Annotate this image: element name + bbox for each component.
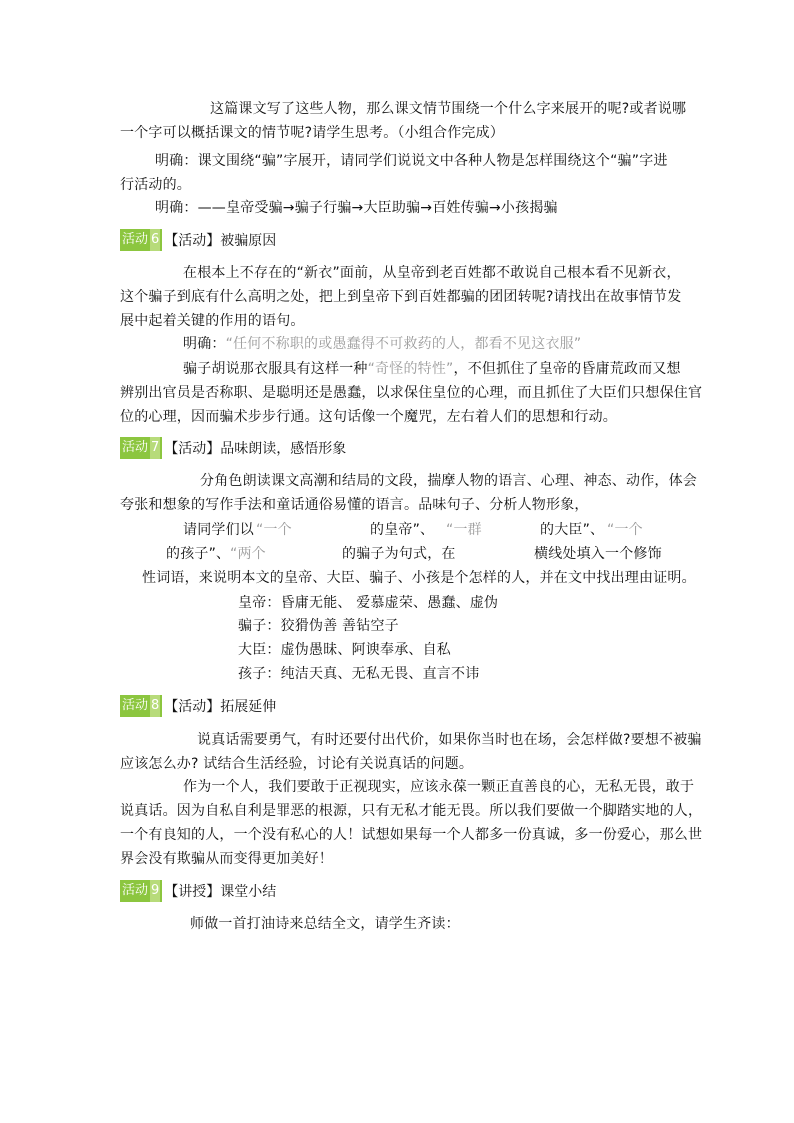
activity-7-p2-e: 的大臣”、 (540, 522, 605, 538)
activity-7-p2-a: 请同学们以 (183, 522, 254, 538)
activity-6-badge (120, 229, 162, 251)
activity-7-p2-d: “一群 (446, 522, 482, 538)
intro-paragraph-1-line-2: 一个字可以概括课文的情节呢?请学生思考。（小组合作完成） (120, 125, 505, 141)
activity-8-badge-label: 活动 (122, 698, 149, 713)
activity-8-paragraph-2-line-1: 作为一个人，我们要敢于正视现实，应该永葆一颗正直善良的心，无私无畏，敢于 (183, 779, 695, 795)
role-emperor: 皇帝：昏庸无能、 爱慕虚荣、愚蠢、虚伪 (238, 595, 499, 611)
activity-7-p3-c: 的骗子为句式，在 (342, 546, 456, 562)
activity-6-paragraph-2-text-a: 骗子胡说那衣服具有这样一种 (183, 361, 368, 377)
activity-8-paragraph-2-line-3: 一个有良知的人，一个没有私心的人！试想如果每一个人都多一份真诚，多一份爱心，那么世 (120, 827, 703, 843)
activity-7-title: 【活动】品味朗读，感悟形象 (164, 441, 347, 457)
role-swindler: 骗子：狡猾伪善 善钻空子 (238, 618, 399, 634)
activity-7-number: 7 (150, 437, 160, 459)
role-child: 孩子：纯洁天真、无私无畏、直言不讳 (238, 666, 480, 682)
activity-6-paragraph-2-line-1 (183, 358, 681, 380)
activity-6-paragraph-2-text-c: ，不但抓住了皇帝的昏庸荒政而又想 (453, 361, 681, 377)
activity-6-number: 6 (150, 229, 160, 251)
activity-8-badge (120, 695, 162, 717)
activity-6-paragraph-1-line-1: 在根本上不存在的“新衣”面前，从皇帝到老百姓都不敢说自己根本看不见新衣， (183, 265, 681, 281)
activity-7-badge (120, 437, 162, 459)
activity-9-badge-label: 活动 (122, 883, 149, 898)
activity-9-number: 9 (150, 880, 160, 902)
activity-7-p3-a: 的孩子”、 (166, 546, 231, 562)
activity-8-number: 8 (150, 695, 160, 717)
activity-8-title: 【活动】拓展延伸 (164, 699, 277, 715)
activity-9-title: 【讲授】课堂小结 (164, 884, 277, 900)
intro-paragraph-2-line-1: 明确：课文围绕“骗”字展开，请同学们说说文中各种人物是怎样围绕这个“骗”字进 (155, 153, 668, 169)
intro-paragraph-2-line-2: 行活动的。 (120, 177, 191, 193)
activity-6-title: 【活动】被骗原因 (164, 233, 277, 249)
activity-6-paragraph-2-quote: “奇怪的特性” (367, 361, 454, 377)
activity-7-p2-b: “一个 (256, 522, 292, 538)
activity-6-paragraph-1-line-2: 这个骗子到底有什么高明之处，把上到皇帝下到百姓都骗的团团转呢?请找出在故事情节发 (120, 289, 682, 305)
activity-9-badge (120, 880, 162, 902)
activity-7-p2-c: 的皇帝”、 (370, 522, 435, 538)
activity-7-p2-f: “一个 (607, 522, 643, 538)
activity-7-paragraph-1-line-2: 夸张和想象的写作手法和童话通俗易懂的语言。品味句子、分析人物形象， (120, 497, 589, 513)
activity-8-paragraph-1-line-2: 应该怎么办? 试结合生活经验，讨论有关说真话的问题。 (120, 756, 474, 772)
intro-paragraph-1-line-1: 这篇课文写了这些人物，那么课文情节围绕一个什么字来展开的呢?或者说哪 (210, 101, 687, 117)
activity-6-badge-label: 活动 (122, 232, 149, 247)
activity-8-paragraph-2-line-4: 界会没有欺骗从而变得更加美好！ (120, 851, 333, 867)
activity-7-header (120, 437, 346, 459)
activity-8-paragraph-1-line-1: 说真话需要勇气，有时还要付出代价，如果你当时也在场，会怎样做?要想不被骗 (197, 732, 702, 748)
activity-6-paragraph-2-line-3: 位的心理，因而骗术步步行通。这句话像一个魔咒，左右着人们的思想和行动。 (120, 409, 617, 425)
activity-7-p3-b: “两个 (230, 546, 266, 562)
intro-paragraph-3: 明确：——皇帝受骗→骗子行骗→大臣助骗→百姓传骗→小孩揭骗 (155, 200, 558, 216)
activity-6-answer (183, 333, 581, 355)
activity-9-header (120, 880, 276, 902)
activity-6-answer-quote: “任何不称职的或愚蠢得不可救药的人，都看不见这衣服” (225, 336, 582, 352)
activity-7-p3-d: 横线处填入一个修饰 (534, 546, 662, 562)
activity-9-paragraph-1: 师做一首打油诗来总结全文，请学生齐读： (190, 916, 460, 932)
activity-6-paragraph-1-line-3: 展中起着关键的作用的语句。 (120, 313, 305, 329)
activity-7-paragraph-4: 性词语，来说明本文的皇帝、大臣、骗子、小孩是个怎样的人，并在文中找出理由证明。 (142, 570, 696, 586)
role-minister: 大臣：虚伪愚昧、阿谀奉承、自私 (238, 642, 451, 658)
activity-7-badge-label: 活动 (122, 440, 149, 455)
activity-6-paragraph-2-line-2: 辨别出官员是否称职、是聪明还是愚蠢，以求保住皇位的心理，而且抓住了大臣们只想保住官 (120, 385, 703, 401)
activity-8-paragraph-2-line-2: 说真话。因为自私自利是罪恶的根源，只有无私才能无畏。所以我们要做一个脚踏实地的人， (120, 803, 703, 819)
activity-6-answer-label: 明确： (183, 336, 226, 352)
activity-6-header (120, 229, 276, 251)
activity-7-paragraph-1-line-1: 分角色朗读课文高潮和结局的文段，揣摩人物的语言、心理、神态、动作，体会 (200, 473, 697, 489)
activity-8-header (120, 695, 276, 717)
